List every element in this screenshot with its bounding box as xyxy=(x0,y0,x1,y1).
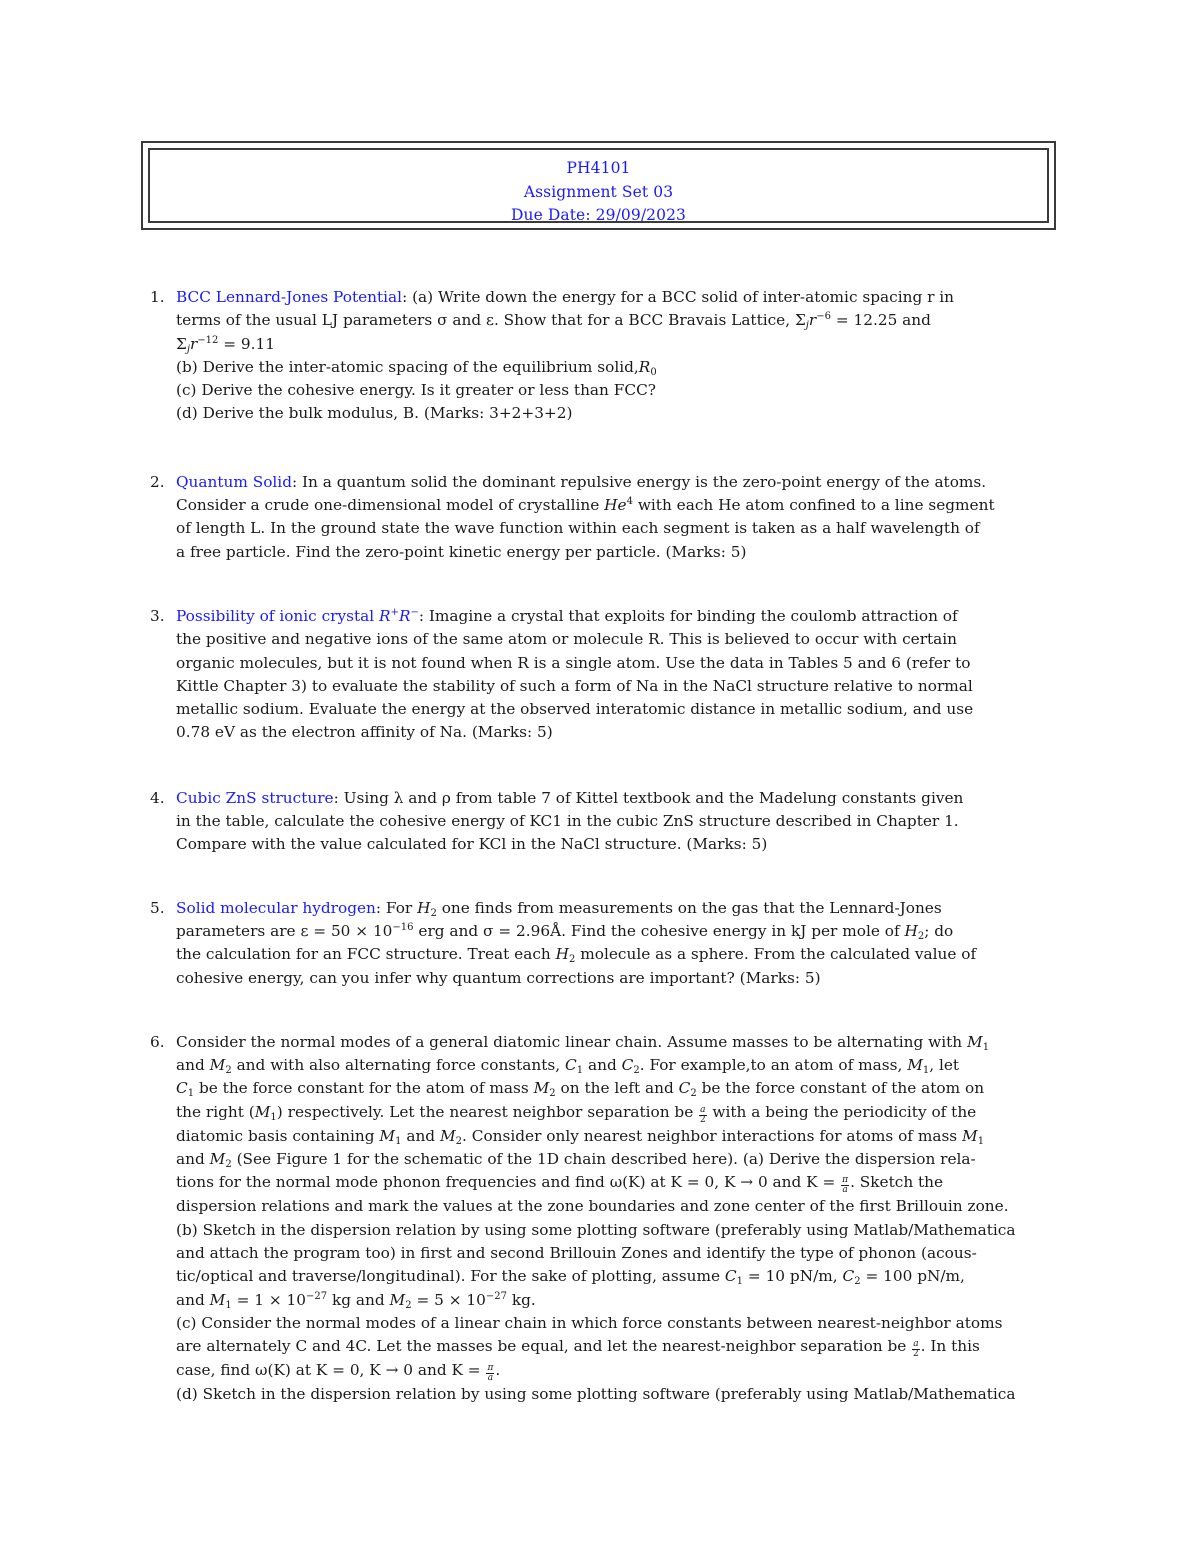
problem-line: of length L. In the ground state the wave function within each segment is taken as a half wavelength of xyxy=(176,519,980,538)
problem-line: case, find ω(K) at K = 0, K → 0 and K = $\frac{\pi}{a}$. xyxy=(176,1361,501,1384)
title-box-inner xyxy=(148,148,1049,223)
problem-heading: Possibility of ionic crystal R+R− xyxy=(176,606,419,625)
problem-line: dispersion relations and mark the values at the zone boundaries and zone center of the first Brillouin zone. xyxy=(176,1197,1009,1216)
problem-line: the calculation for an FCC structure. Treat each $H_2$ molecule as a sphere. From the calculated value of xyxy=(176,945,977,966)
problem-number: 5. xyxy=(150,898,165,917)
problem-line: $C_1$ be the force constant for the atom of mass $M_2$ on the left and $C_2$ be the force constant of the atom on xyxy=(176,1079,985,1100)
problem-4 xyxy=(150,787,1062,857)
problem-number: 3. xyxy=(150,606,165,625)
problem-line: BCC Lennard-Jones Potential: (a) Write down the energy for a BCC solid of inter-atomic spacing r in xyxy=(176,288,955,306)
problem-line: Quantum Solid: In a quantum solid the dominant repulsive energy is the zero-point energy of the atoms. xyxy=(176,472,987,491)
problem-line: (c) Consider the normal modes of a linear chain in which force constants between nearest-neighbor atoms xyxy=(176,1313,1003,1332)
problem-2 xyxy=(150,471,1062,564)
problem-line: cohesive energy, can you infer why quantum corrections are important? (Marks: 5) xyxy=(176,968,821,987)
problem-number: 1. xyxy=(150,288,165,306)
problem-heading: Solid molecular hydrogen xyxy=(176,898,376,917)
problem-6 xyxy=(150,1031,1062,1407)
problem-line: in the table, calculate the cohesive energy of KC1 in the cubic ZnS structure described in Chapter 1. xyxy=(176,812,959,831)
problem-line: (c) Derive the cohesive energy. Is it greater or less than FCC? xyxy=(176,381,656,400)
fraction-a-over-2: $\frac{a}{2}$ xyxy=(699,1104,706,1125)
fraction-pi-over-a: $\frac{\pi}{a}$ xyxy=(842,1175,849,1196)
problem-line: Compare with the value calculated for KCl in the NaCl structure. (Marks: 5) xyxy=(176,835,768,854)
problem-line: tions for the normal mode phonon frequencies and find ω(K) at K = 0, K → 0 and K = $\frac{\pi}{a}$. Sketch the xyxy=(176,1173,944,1196)
assignment-title: Assignment Set 03 xyxy=(523,182,674,201)
course-code: PH4101 xyxy=(566,159,631,177)
fraction-a-over-2: $\frac{a}{2}$ xyxy=(913,1339,919,1360)
problem-number: 4. xyxy=(150,788,165,807)
problem-line: (d) Sketch in the dispersion relation by using some plotting software (preferably using Matlab/Mathematica xyxy=(176,1385,1016,1404)
problem-line: and $M_1 = 1 \times 10^{-27}$ kg and $M_2 = 5 \times 10^{-27}$ kg. xyxy=(176,1290,536,1311)
problem-line: the right $(M_1)$ respectively. Let the nearest neighbor separation be $\frac{a}{2}$ with a being the periodicity of the xyxy=(176,1102,977,1125)
problem-line: Kittle Chapter 3) to evaluate the stability of such a form of Na in the NaCl structure relative to normal xyxy=(176,676,973,695)
problem-line: 0.78 eV as the electron affinity of Na. (Marks: 5) xyxy=(176,723,553,742)
problem-line: (b) Sketch in the dispersion relation by using some plotting software (preferably using Matlab/Mathematica xyxy=(176,1220,1016,1239)
title-box xyxy=(141,141,1056,230)
problem-5 xyxy=(150,897,1062,990)
problem-line: Cubic ZnS structure: Using λ and ρ from table 7 of Kittel textbook and the Madelung constants given xyxy=(176,788,964,807)
problem-line: organic molecules, but it is not found when R is a single atom. Use the data in Tables 5 and 6 (refer to xyxy=(176,653,971,672)
problem-line: and $M_2$ and with also alternating force constants, $C_1$ and $C_2$. For example,to an atom of mass, $M_1$, let xyxy=(176,1056,960,1077)
problem-line: diatomic basis containing $M_1$ and $M_2$. Consider only nearest neighbor interactions for atoms of mass $M_1$ xyxy=(176,1126,985,1147)
problem-heading: Quantum Solid xyxy=(176,472,292,491)
problem-line: metallic sodium. Evaluate the energy at the observed interatomic distance in metallic sodium, and use xyxy=(176,700,974,719)
problem-line: $\Sigma_jr^{-12} = 9.11$ xyxy=(176,334,275,355)
problem-line: the positive and negative ions of the same atom or molecule R. This is believed to occur with certain xyxy=(176,630,958,649)
problem-line: (b) Derive the inter-atomic spacing of the equilibrium $solid,R_0$ xyxy=(176,357,657,378)
problem-number: 6. xyxy=(150,1032,165,1051)
problem-line: are alternately C and 4C. Let the masses be equal, and let the nearest-neighbor separation be $\frac{a}{2}$ . In this xyxy=(176,1337,980,1360)
problem-line: and attach the program too) in first and second Brillouin Zones and identify the type of phonon (acous- xyxy=(176,1243,977,1262)
problem-heading: BCC Lennard-Jones Potential xyxy=(176,288,403,306)
problem-line: Consider a crude one-dimensional model of crystalline He$^4$ with each He atom confined to a line segment xyxy=(176,496,995,515)
problem-line: a free particle. Find the zero-point kinetic energy per particle. (Marks: 5) xyxy=(176,542,747,561)
problem-line: terms of the usual LJ parameters σ and ε. Show that for a BCC Bravais Lattice, $\Sigma_jr^{-6} = 12.25$ and xyxy=(176,311,931,332)
problem-line: and $M_2$ (See Figure 1 for the schematic of the 1D chain described here). (a) Derive the dispersion rela- xyxy=(176,1150,976,1171)
problem-line: Solid molecular hydrogen: For $H_2$ one finds from measurements on the gas that the Lennard-Jones xyxy=(176,898,942,919)
problem-3 xyxy=(150,605,1062,745)
problem-line: Consider the normal modes of a general diatomic linear chain. Assume masses to be alternating with $M_1$ xyxy=(176,1032,990,1053)
problem-heading: Cubic ZnS structure xyxy=(176,788,334,807)
due-date: Due Date: 29/09/2023 xyxy=(510,206,687,224)
problem-line: tic/optical and traverse/longitudinal). For the sake of plotting, assume $C_1 = 10$ pN/m, $C_2 = 100$ pN/m, xyxy=(176,1267,965,1288)
problem-line: (d) Derive the bulk modulus, B. (Marks: 3+2+3+2) xyxy=(176,404,573,423)
fraction-pi-over-a: $\frac{\pi}{a}$ xyxy=(487,1363,494,1384)
problem-1 xyxy=(150,286,1062,426)
problem-line: Possibility of ionic crystal R+R−: Imagine a crystal that exploits for binding the coulomb attraction of xyxy=(176,606,958,625)
problem-number: 2. xyxy=(150,472,165,491)
problem-line: parameters are $\varepsilon = 50 \times 10^{-16}$ erg and σ = 2.96Å. Find the cohesive energy in kJ per mole of $H_2$; do xyxy=(176,921,954,942)
problem-list xyxy=(150,286,1062,1406)
